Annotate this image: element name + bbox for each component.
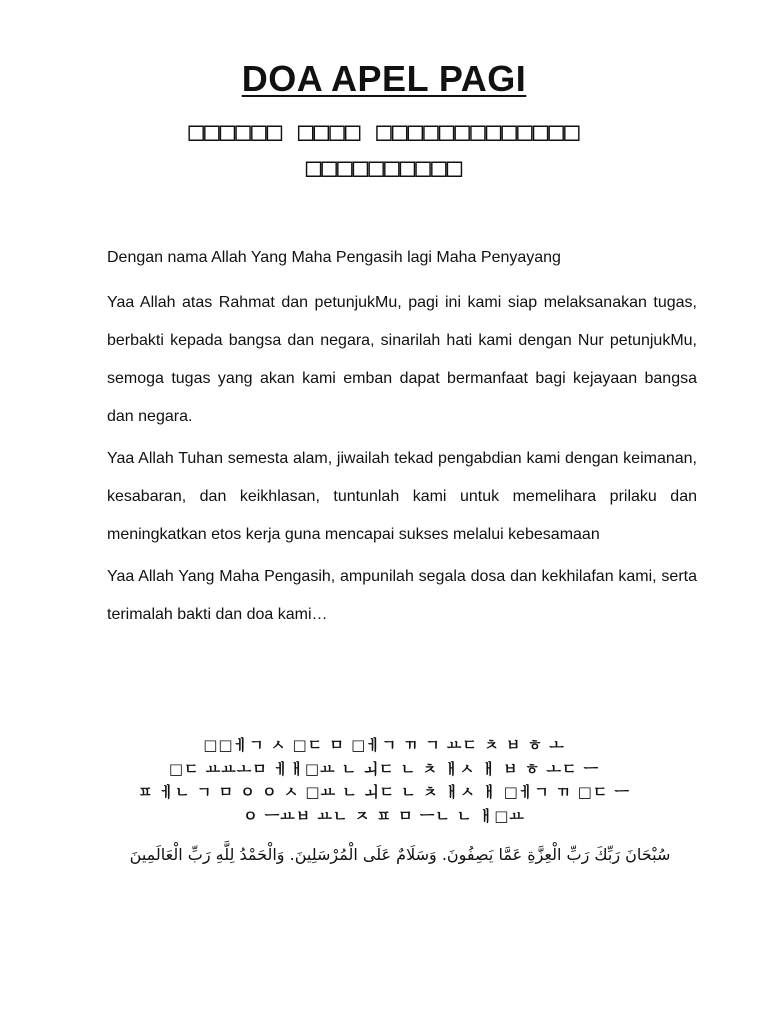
document-body [107,240,697,638]
paragraph: Yaa Allah Yang Maha Pengasih, ampunilah segala dosa dan kekhilafan kami, serta terimalah bakti dan doa kami… [107,568,697,623]
document-subtitle [0,114,768,186]
arabic-closing-verse: سُبْحَانَ رَبِّكَ رَبِّ الْعِزَّةِ عَمَّا يَصِفُونَ. وَسَلَامٌ عَلَى الْمُرْسَلِينَ. وَالْحَمْدُ لِلَّهِ رَبِّ الْعَالَمِينَ [129,845,671,864]
document-title: DOA APEL PAGI [241,58,527,99]
paragraph-opening: Dengan nama Allah Yang Maha Pengasih lagi Maha Penyayang [107,249,561,266]
garbled-line: □□ㅔㄱ ㅅ □ㄷ ㅁ □ㅔㄱ ㄲ ㄱ ㅛㄷ ㅊ ㅂ ㅎ ㅗ [203,736,565,754]
paragraph: Yaa Allah atas Rahmat dan petunjukMu, pagi ini kami siap melaksanakan tugas, berbakti kepada bangsa dan negara, sinarilah hati kami dengan Nur petunjukMu, semoga tugas yang akan kami emban dapat bermanfaat bagi kejayaan bangsa dan negara. [107,294,697,425]
garbled-line: ㅍ ㅔㄴ ㄱ ㅁ ㅇ ㅇ ㅅ □ㅛ ㄴ ㅚㄷ ㄴ ㅊ ㅐㅅ ㅐ □ㅔㄱ ㄲ □ㄷ ㅡ [137,783,631,801]
garbled-line: ㅇ ㅡㅛㅂ ㅛㄴ ㅈ ㅍ ㅁ ㅡㄴ ㄴ ㅐ□ㅛ [243,806,525,825]
subtitle-line: □□□□□□□□□□ [305,153,463,183]
paragraph: Yaa Allah Tuhan semesta alam, jiwailah tekad pengabdian kami dengan keimanan, kesabaran, dan keikhlasan, tuntunlah kami untuk memelihara prilaku dan meningkatkan etos kerja guna mencapai sukses melalui kebesamaan [107,450,697,543]
subtitle-line: □□□□□□ □□□□ □□□□□□□□□□□□□ [188,117,580,147]
garbled-text-block [80,734,688,828]
garbled-line: □ㄷ ㅛㅛㅗㅁ ㅔㅐ□ㅛ ㄴ ㅚㄷ ㄴ ㅊ ㅐㅅ ㅐ ㅂ ㅎ ㅗㄷ ㅡ [168,759,600,778]
